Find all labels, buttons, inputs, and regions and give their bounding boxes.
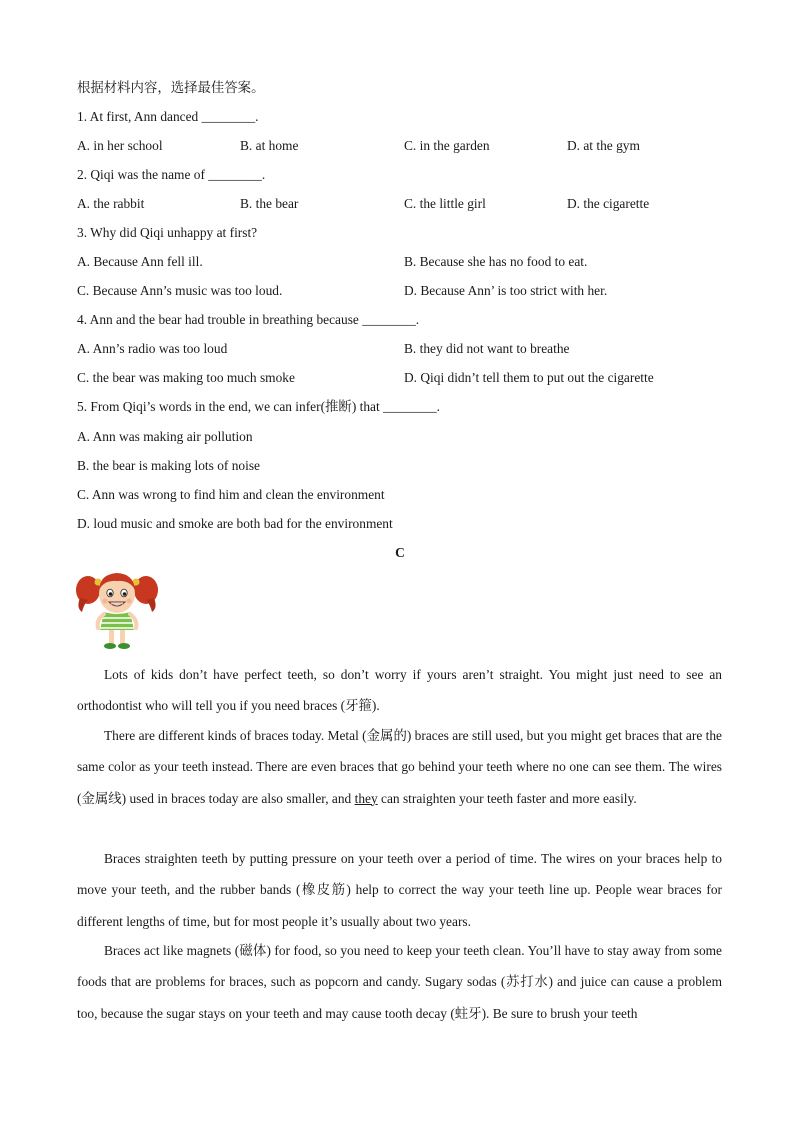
question-1-option-c: C. in the garden (404, 138, 490, 153)
question-4-option-a: A. Ann’s radio was too loud (77, 341, 228, 356)
question-3-option-a: A. Because Ann fell ill. (77, 254, 203, 269)
question-1-option-a: A. in her school (77, 138, 163, 153)
question-5-stem: 5. From Qiqi’s words in the end, we can infer(推断) that ________. (77, 399, 440, 414)
question-5-option-a: A. Ann was making air pollution (77, 429, 253, 444)
passage-paragraph-3: Braces straighten teeth by putting pressure on your teeth over a period of time. The wires on your braces help to move your teeth, and the rubber bands (橡皮筋) help to correct the way your teeth line up. People wear braces for different lengths of time, but for most people it’s usually about two years. (77, 851, 722, 929)
question-2-option-b: B. the bear (240, 196, 299, 211)
question-4-option-d: D. Qiqi didn’t tell them to put out the cigarette (404, 370, 654, 385)
underlined-word: they (354, 790, 378, 806)
question-3-option-d: D. Because Ann’ is too strict with her. (404, 283, 608, 298)
section-heading: C (395, 545, 405, 560)
question-5-option-d: D. loud music and smoke are both bad for the environment (77, 516, 393, 531)
girl-illustration (74, 568, 160, 652)
question-3-option-c: C. Because Ann’s music was too loud. (77, 283, 283, 298)
question-1-option-d: D. at the gym (567, 138, 640, 153)
question-1-stem: 1. At first, Ann danced ________. (77, 109, 259, 124)
question-1-option-b: B. at home (240, 138, 299, 153)
question-4-stem: 4. Ann and the bear had trouble in breathing because ________. (77, 312, 420, 327)
question-2-stem: 2. Qiqi was the name of ________. (77, 167, 266, 182)
question-4-option-b: B. they did not want to breathe (404, 341, 570, 356)
question-2-option-d: D. the cigarette (567, 196, 650, 211)
question-2-option-a: A. the rabbit (77, 196, 145, 211)
passage-paragraph-2: There are different kinds of braces today. Metal (金属的) braces are still used, but you might get braces that are the same color as your teeth instead. There are even braces that go behind your teeth where no one can see them. The wires (金属线) used in braces today are also smaller, and they can straighten your teeth faster and more easily. (77, 728, 722, 806)
question-2-option-c: C. the little girl (404, 196, 486, 211)
question-3-option-b: B. Because she has no food to eat. (404, 254, 588, 269)
question-3-stem: 3. Why did Qiqi unhappy at first? (77, 225, 258, 240)
instruction: 根据材料内容，选择最佳答案。 (77, 80, 265, 95)
question-5-option-c: C. Ann was wrong to find him and clean the environment (77, 487, 385, 502)
question-5-option-b: B. the bear is making lots of noise (77, 458, 260, 473)
passage-paragraph-4: Braces act like magnets (磁体) for food, so you need to keep your teeth clean. You’ll have to stay away from some foods that are problems for braces, such as popcorn and candy. Sugary sodas (苏打水) and juice can cause a problem too, because the sugar stays on your teeth and may cause tooth decay (蛀牙). Be sure to brush your teeth (77, 943, 722, 1021)
question-4-option-c: C. the bear was making too much smoke (77, 370, 295, 385)
passage-paragraph-1: Lots of kids don’t have perfect teeth, so don’t worry if yours aren’t straight. You might just need to see an orthodontist who will tell you if you need braces (牙箍). (77, 667, 722, 714)
